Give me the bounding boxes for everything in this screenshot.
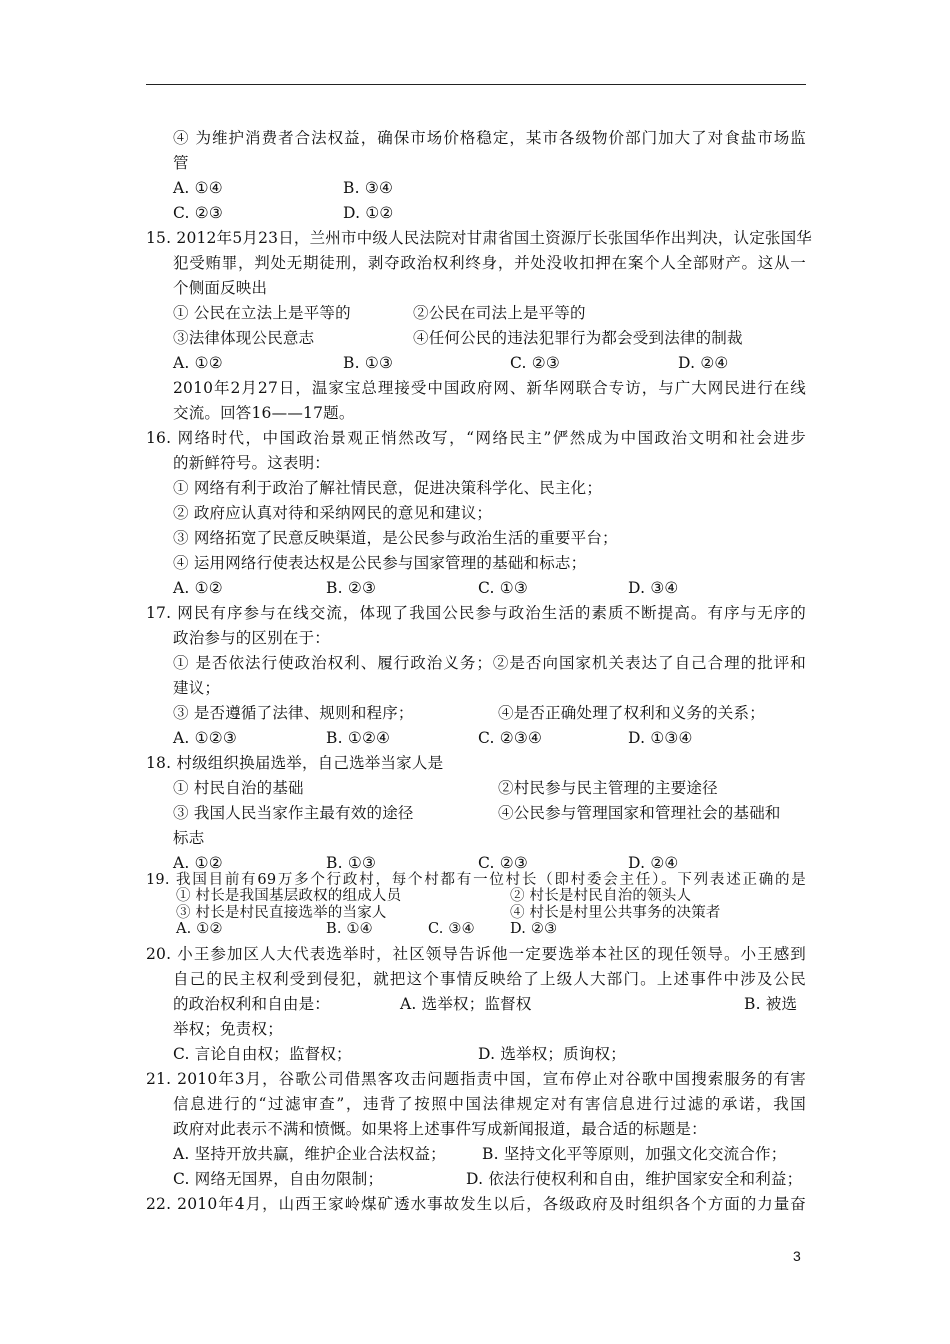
text-line: 管: [173, 154, 189, 172]
option-d: D. 选举权；质询权；: [478, 1045, 626, 1063]
question-19: 19. 我国目前有69万多个行政村，每个村都有一位村长（即村委会主任）。下列表述正确的是: [146, 872, 806, 888]
text-line: 政府对此表示不满和愤慨。如果将上述事件写成新闻报道，最合适的标题是：: [173, 1120, 707, 1138]
statement-2: ②公民在司法上是平等的: [413, 304, 586, 322]
text-line: ④ 为维护消费者合法权益，确保市场价格稳定，某市各级物价部门加大了对食盐市场监: [173, 129, 806, 147]
text-line: 的政治权利和自由是：: [173, 995, 331, 1013]
option-b: B. 被选: [744, 995, 798, 1013]
option-d: D. ②③: [510, 921, 558, 937]
option-c: C. ②③: [510, 354, 560, 372]
question-21: 21. 2010年3月，谷歌公司借黑客攻击问题指责中国，宣布停止对谷歌中国搜索服务的有害: [146, 1070, 806, 1088]
statement-4: ④ 村长是村里公共事务的决策者: [510, 905, 721, 921]
statement-3: ③ 是否遵循了法律、规则和程序；: [173, 704, 414, 722]
option-a: A. 选举权；监督权: [400, 995, 532, 1013]
statement-2: ② 政府应认真对待和采纳网民的意见和建议；: [173, 504, 493, 522]
option-c: C. ③④: [428, 921, 475, 937]
question-16: 16. 网络时代，中国政治景观正悄然改写，“网络民主”俨然成为中国政治文明和社会进步: [146, 429, 806, 447]
option-c: C. ②③④: [478, 729, 543, 747]
text-line: 犯受贿罪，判处无期徒刑，剥夺政治权利终身，并处没收扣押在案个人全部财产。这从一: [173, 254, 806, 272]
option-a: A. 坚持开放共赢，维护企业合法权益；: [173, 1145, 446, 1163]
text-line: 举权；免责权；: [173, 1020, 283, 1038]
statement-1-2: ① 是否依法行使政治权利、履行政治义务；②是否向国家机关表达了自己合理的批评和: [173, 654, 806, 672]
question-15: 15. 2012年5月23日，兰州市中级人民法院对甘肃省国土资源厅长张国华作出判决，认定张国华: [146, 229, 813, 247]
option-b: B. ③④: [343, 179, 394, 197]
statement-2: ② 村长是村民自治的领头人: [510, 888, 692, 904]
option-b: B. ①③: [326, 854, 377, 872]
page-number: 3: [793, 1248, 801, 1264]
statement-1: ① 网络有利于政治了解社情民意，促进决策科学化、民主化；: [173, 479, 603, 497]
option-d: D. ②④: [628, 854, 679, 872]
question-17: 17. 网民有序参与在线交流，体现了我国公民参与政治生活的素质不断提高。有序与无序的: [146, 604, 806, 622]
option-c: C. ②③: [173, 204, 223, 222]
option-a: A. ①②: [173, 579, 223, 597]
option-a: A. ①④: [173, 179, 223, 197]
option-a: A. ①②: [176, 921, 223, 937]
statement-4: ④公民参与管理国家和管理社会的基础和: [498, 804, 781, 822]
option-b: B. ①②④: [326, 729, 391, 747]
statement-1: ① 村长是我国基层政权的组成人员: [176, 888, 402, 904]
text-line: 个侧面反映出: [173, 279, 268, 297]
option-c: C. 网络无国界，自由勿限制；: [173, 1170, 384, 1188]
material-text: 2010年2月27日，温家宝总理接受中国政府网、新华网联合专访，与广大网民进行在线: [173, 379, 806, 397]
option-b: B. ①④: [326, 921, 373, 937]
statement-3: ③ 我国人民当家作主最有效的途径: [173, 804, 414, 822]
question-18: 18. 村级组织换届选举，自己选举当家人是: [146, 754, 444, 772]
option-b: B. ①③: [343, 354, 394, 372]
option-a: A. ①②③: [173, 729, 237, 747]
statement-3: ③ 网络拓宽了民意反映渠道，是公民参与政治生活的重要平台；: [173, 529, 618, 547]
option-d: D. ③④: [628, 579, 679, 597]
option-b: B. 坚持文化平等原则，加强文化交流合作；: [482, 1145, 787, 1163]
statement-2: ②村民参与民主管理的主要途径: [498, 779, 718, 797]
option-c: C. ①③: [478, 579, 528, 597]
option-d: D. ①③④: [628, 729, 693, 747]
statement-4: ④是否正确处理了权利和义务的关系；: [498, 704, 765, 722]
option-d: D. ①②: [343, 204, 394, 222]
question-22: 22. 2010年4月，山西王家岭煤矿透水事故发生以后，各级政府及时组织各个方面的力量奋: [146, 1195, 806, 1213]
text-line: 建议；: [173, 679, 221, 697]
text-line: 标志: [173, 829, 205, 847]
option-d: D. ②④: [678, 354, 729, 372]
text-line: 自己的民主权利受到侵犯，就把这个事情反映给了上级人大部门。上述事件中涉及公民: [173, 970, 806, 988]
statement-4: ④任何公民的违法犯罪行为都会受到法律的制裁: [413, 329, 743, 347]
text-line: 信息进行的“过滤审查”，违背了按照中国法律规定对有害信息进行过滤的承诺，我国: [173, 1095, 806, 1113]
option-a: A. ①②: [173, 854, 223, 872]
option-c: C. 言论自由权；监督权；: [173, 1045, 352, 1063]
text-line: 政治参与的区别在于：: [173, 629, 331, 647]
statement-1: ① 公民在立法上是平等的: [173, 304, 351, 322]
question-20: 20. 小王参加区人大代表选举时，社区领导告诉他一定要选举本社区的现任领导。小王感到: [146, 945, 806, 963]
material-text: 交流。回答16——17题。: [173, 404, 355, 422]
text-line: 的新鲜符号。这表明：: [173, 454, 331, 472]
statement-3: ③法律体现公民意志: [173, 329, 315, 347]
statement-1: ① 村民自治的基础: [173, 779, 304, 797]
statement-4: ④ 运用网络行使表达权是公民参与国家管理的基础和标志；: [173, 554, 587, 572]
option-d: D. 依法行使权利和自由，维护国家安全和利益；: [466, 1170, 803, 1188]
option-c: C. ②③: [478, 854, 528, 872]
statement-3: ③ 村长是村民直接选举的当家人: [176, 905, 387, 921]
option-b: B. ②③: [326, 579, 377, 597]
header-rule: [146, 84, 806, 85]
option-a: A. ①②: [173, 354, 223, 372]
